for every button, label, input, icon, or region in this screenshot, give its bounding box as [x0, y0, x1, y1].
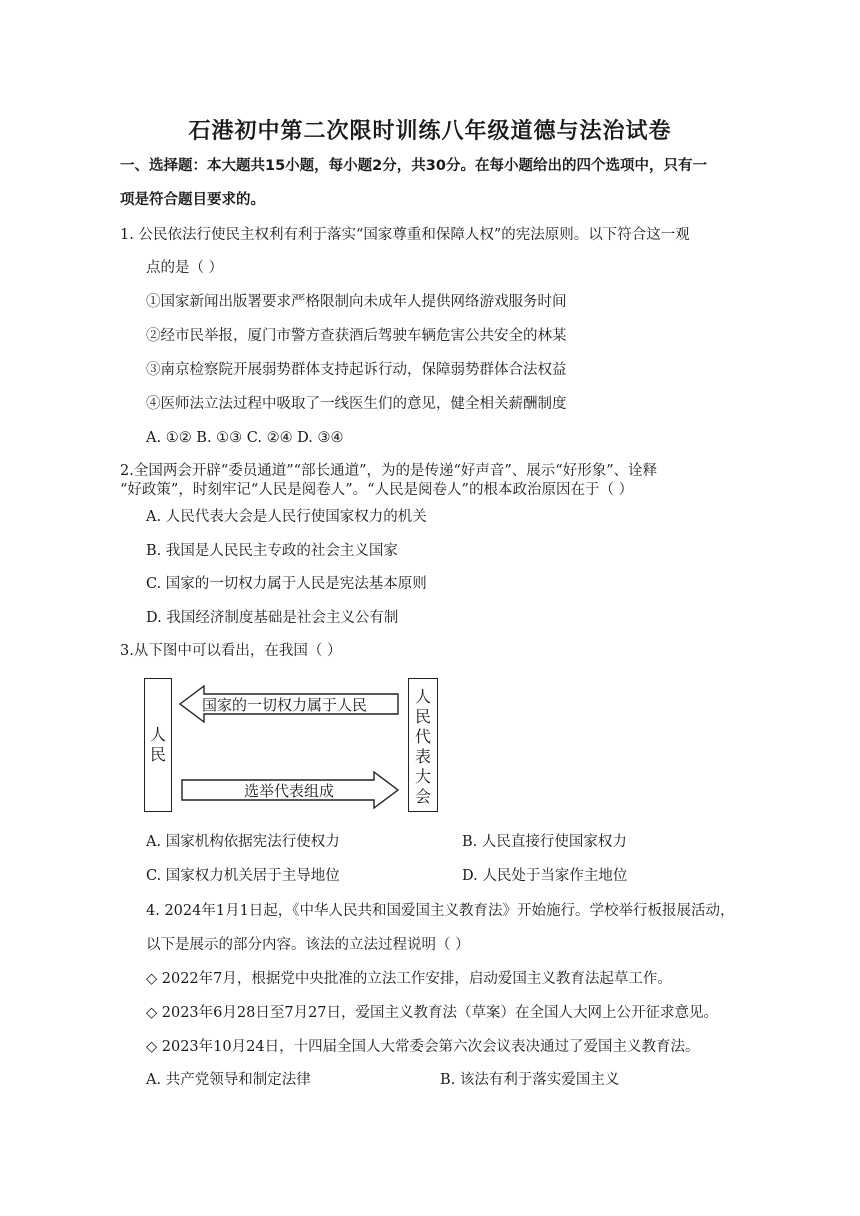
q4-option-b: B. 该法有利于落实爱国主义	[440, 1072, 620, 1088]
q3-option-a: A. 国家机构依据宪法行使权力	[146, 834, 340, 850]
q2-option-a: A. 人民代表大会是人民行使国家权力的机关	[146, 509, 427, 525]
q3-option-c: C. 国家权力机关居于主导地位	[146, 868, 340, 884]
congress-box-char: 民	[414, 707, 431, 726]
q4-item-2: ◇ 2023年6月28日至7月27日，爱国主义教育法（草案）在全国人大网上公开征求意见。	[146, 1005, 719, 1021]
q1-stem-line2: 点的是（ ）	[146, 260, 224, 276]
q3-option-b: B. 人民直接行使国家权力	[462, 834, 627, 850]
q4-option-a: A. 共产党领导和制定法律	[146, 1072, 311, 1088]
q2-stem-line2: “好政策”，时刻牢记“人民是阅卷人”。“人民是阅卷人”的根本政治原因在于（ ）	[120, 482, 634, 498]
congress-box-char: 人	[414, 687, 431, 706]
congress-box-char: 代	[414, 727, 431, 746]
q1-item-3: ③南京检察院开展弱势群体支持起诉行动，保障弱势群体合法权益	[146, 362, 567, 378]
q1-item-4: ④医师法立法过程中吸取了一线医生们的意见，健全相关薪酬制度	[146, 396, 567, 412]
congress-box-char: 表	[414, 747, 431, 766]
q1-item-1: ①国家新闻出版署要求严格限制向未成年人提供网络游戏服务时间	[146, 294, 567, 310]
power-diagram	[140, 676, 440, 816]
q2-stem-line1: 2.全国两会开辟“委员通道”“部长通道”，为的是传递“好声音”、展示“好形象”、诠释	[120, 463, 658, 479]
q2-option-c: C. 国家的一切权力属于人民是宪法基本原则	[146, 576, 427, 592]
q4-stem-line2: 以下是展示的部分内容。该法的立法过程说明（ ）	[146, 937, 470, 953]
q4-item-3: ◇ 2023年10月24日，十四届全国人大常委会第六次会议表决通过了爱国主义教育法。	[146, 1039, 700, 1055]
q3-option-d: D. 人民处于当家作主地位	[462, 868, 628, 884]
q1-item-2: ②经市民举报，厦门市警方查获酒后驾驶车辆危害公共安全的林某	[146, 328, 567, 344]
page-title: 石港初中第二次限时训练八年级道德与法治试卷	[188, 119, 672, 144]
q4-item-1: ◇ 2022年7月，根据党中央批准的立法工作安排，启动爱国主义教育法起草工作。	[146, 971, 672, 987]
section-heading-line1: 一、选择题：本大题共15小题，每小题2分，共30分。在每小题给出的四个选项中，只有一	[120, 158, 707, 174]
q3-stem: 3.从下图中可以看出，在我国（ ）	[120, 643, 342, 659]
q1-stem-line1: 1. 公民依法行使民主权利有利于落实“国家尊重和保障人权”的宪法原则。以下符合这一观	[120, 227, 690, 243]
people-box-char: 民	[149, 745, 166, 764]
q2-option-d: D. 我国经济制度基础是社会主义公有制	[146, 610, 399, 626]
people-box-char: 人	[149, 725, 166, 744]
congress-box-char: 大	[414, 767, 431, 786]
section-heading-line2: 项是符合题目要求的。	[120, 192, 265, 208]
q2-option-b: B. 我国是人民民主专政的社会主义国家	[146, 543, 398, 559]
bottom-arrow-label: 选举代表组成	[244, 782, 335, 800]
q4-stem-line1: 4. 2024年1月1日起，《中华人民共和国爱国主义教育法》开始施行。学校举行板报展活动，	[146, 903, 735, 919]
q1-options: A. ①② B. ①③ C. ②④ D. ③④	[146, 430, 344, 446]
top-arrow-label: 国家的一切权力属于人民	[202, 696, 368, 714]
congress-box-char: 会	[414, 787, 431, 806]
